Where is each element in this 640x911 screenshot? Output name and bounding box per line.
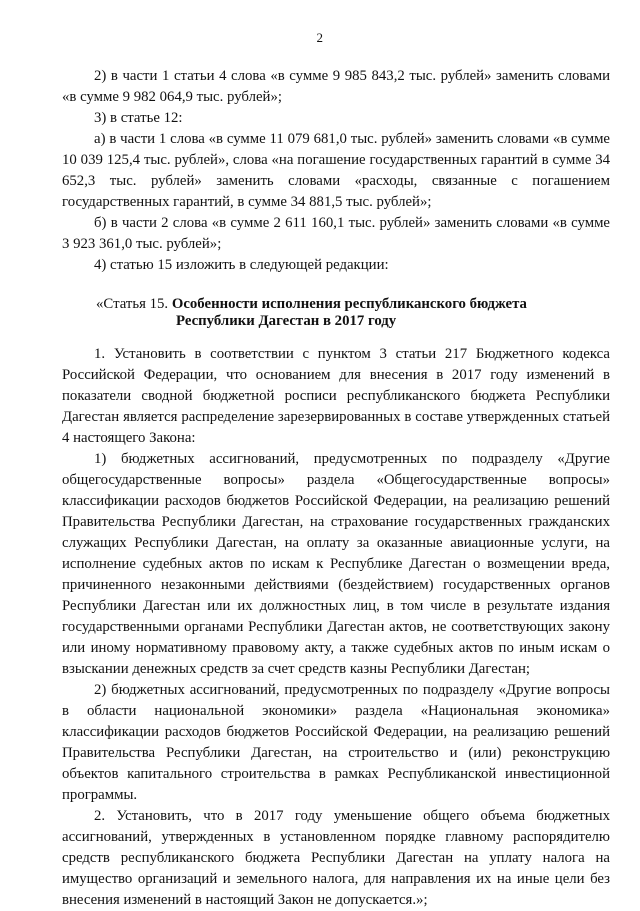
paragraph-article-12-part-2: б) в части 2 слова «в сумме 2 611 160,1 тыс. рублей» заменить словами «в сумме 3 923 361,0 тыс. рублей»;	[62, 215, 610, 252]
article-15-heading	[62, 296, 610, 330]
article-15-heading-prefix: «Статья 15.	[96, 296, 169, 312]
article-15-heading-title-line-1: Особенности исполнения республиканского бюджета	[171, 296, 527, 312]
paragraph-amendment-article-4: 2) в части 1 статьи 4 слова «в сумме 9 985 843,2 тыс. рублей» заменить словами «в сумме 9 982 064,9 тыс. рублей»;	[62, 68, 610, 105]
paragraph-article-15-item-1: 1. Установить в соответствии с пунктом 3 статьи 217 Бюджетного кодекса Российской Федерации, что основанием для внесения в 2017 году изменений в показатели сводной бюджетной росписи республиканского бюджета Республики Дагестан является распределение зарезервированных в составе утвержденных статьей 4 настоящего Закона:	[62, 346, 610, 446]
paragraph-article-12-intro: 3) в статье 12:	[94, 110, 183, 126]
article-15-heading-title	[96, 296, 610, 330]
paragraph-article-12-part-1: а) в части 1 слова «в сумме 11 079 681,0 тыс. рублей» заменить словами «в сумме 10 039 125,4 тыс. рублей», слова «на погашение государственных гарантий в сумме 34 652,3 тыс. рублей» заменить словами «расходы, связанные с погашением государственных гарантий, в сумме 34 881,5 тыс. рублей»;	[62, 131, 610, 210]
document-body	[62, 66, 610, 911]
paragraph-article-15-intro: 4) статью 15 изложить в следующей редакции:	[94, 257, 389, 273]
paragraph-article-15-item-2: 2. Установить, что в 2017 году уменьшение общего объема бюджетных ассигнований, утвержденных в установленном порядке главному распорядителю средств республиканского бюджета Республики Дагестан на уплату налога на имущество организаций и земельного налога, для направления их на иные цели без внесения изменений в настоящий Закон не допускается.»;	[62, 808, 610, 908]
paragraph-article-15-subitem-1: 1) бюджетных ассигнований, предусмотренных по подразделу «Другие общегосударственные вопросы» раздела «Общегосударственные вопросы» классификации расходов бюджетов Российской Федерации, на реализацию решений Правительства Республики Дагестан, на страхование государственных гражданских служащих Республики Дагестан, на оплату за оказанные авиационные услуги, на исполнение судебных актов по искам к Республике Дагестан о возмещении вреда, причиненного незаконными действиями (бездействием) государственных органов Республики Дагестан или их должностных лиц, в том числе в результате издания государственными органами Республики Дагестан актов, не соответствующих закону или иному нормативному правовому акту, а также судебных актов по иным искам о взыскании денежных средств за счет средств казны Республики Дагестан;	[62, 451, 610, 677]
page-number: 2	[316, 30, 324, 45]
article-15-heading-title-line-2: Республики Дагестан в 2017 году	[176, 313, 397, 329]
paragraph-article-15-subitem-2: 2) бюджетных ассигнований, предусмотренных по подразделу «Другие вопросы в области национальной экономики» раздела «Национальная экономика» классификации расходов бюджетов Российской Федерации, на реализацию решений Правительства Республики Дагестан, на строительство и (или) реконструкцию объектов капитального строительства в рамках Республиканской инвестиционной программы.	[62, 682, 610, 803]
